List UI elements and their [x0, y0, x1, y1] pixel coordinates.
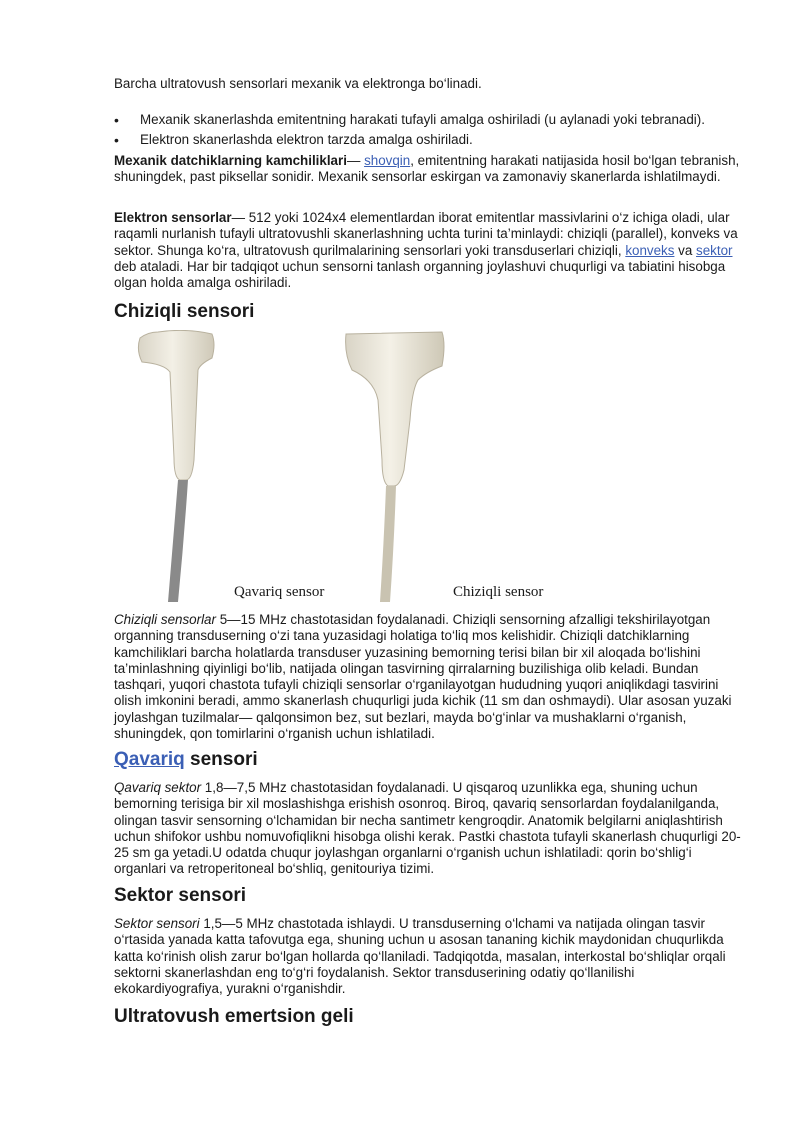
convex-sensor-text: 1,8—7,5 MHz chastotasidan foydalanadi. U qisqaroq uzunlikka ega, shuning uchun bemorning terisiga bir xil moslashishga erishish osonroq. Biroq, qavariq sensorlardan foydalanilganda, olingan tasvir sensorning o‘lchamidan bir necha santimetr kengroqdir. Anatomik belgilarni aniqlashtirish uchun shifokor ushbu nomuvofiqlikni hisobga olishi kerak. Pastki chastota tufayli skanerlash chuqurligi 20-25 sm ga yetadi.U odatda chuqur joylashgan organlarni o‘rganish uchun ishlatiladi: qorin bo‘shlig‘i organlari va retroperitoneal bo‘shliq, genitouriya tizimi.: [114, 780, 741, 877]
convex-probe-caption: Qavariq sensor: [234, 584, 325, 600]
convex-probe-image: [134, 330, 244, 602]
sector-sensor-term: Sektor sensori: [114, 916, 200, 931]
linear-probe-caption: Chiziqli sensor: [453, 584, 544, 600]
linear-sensor-text: 5—15 MHz chastotasidan foydalanadi. Chiziqli sensorning afzalligi tekshirilayotgan organning transduserning o‘zi tana yuzasidagi holatiga to‘liq mos kelishidir. Chiziqli datchiklarning kamchiliklari barcha holatlarda transduser yuzasining bemorning terisi bilan bir xil aloqada bo‘lishini ta’minlashning qiyinligi bo‘lib, natijada olingan tasvirning qirralarning buzilishiga olib keladi. Bundan tashqari, yuqori chastota tufayli chiziqli sensorlar o‘rganilayotgan hududning yuqori aniqlikdagi tasvirini olish imkonini beradi, ammo skanerlash chuqurligi juda kichik (11 sm dan oshmaydi). Ular asosan yuzaki joylashgan tuzilmalar— qalqonsimon bez, sut bezlari, mayda bo‘g‘inlar va mushaklarni o‘rganish, shuningdek, qon tomirlarini o‘rganish uchun ishlatiladi.: [114, 612, 732, 742]
electronic-sensors-text-1: — 512 yoki 1024x4 elementlardan iborat emitentlar massivlarini o‘z ichiga oladi, ular raqamli nurlanish tufayli ultratovushli skanerlashning uchta turini ta’minlaydi: chiziqli (parallel), konveks va sektor. Shunga ko‘ra, ultratovush qurilmalarining sensorlari yoki transduserlari chiziqli,: [114, 210, 738, 258]
convex-sensor-paragraph: [114, 780, 742, 878]
sektor-link[interactable]: sektor: [696, 242, 733, 258]
electronic-sensors-text-3: deb ataladi. Har bir tadqiqot uchun sensorni tanlash organning joylashuvi chuqurligi va tabiatini hisobga olgan holda amalga oshiriladi.: [114, 258, 726, 291]
probe-photos: [114, 328, 742, 604]
linear-probe-image: [342, 330, 452, 602]
shovqin-link[interactable]: shovqin: [364, 153, 411, 168]
convex-sensor-heading: [114, 748, 258, 772]
electronic-sensors-paragraph: [114, 210, 742, 291]
sector-sensor-text: 1,5—5 MHz chastotada ishlaydi. U transduserning o‘lchami va natijada olingan tasvir o‘rtasida yanada katta tafovutga ega, shuning uchun u asosan tananing kichik maydonidan chuqurlikda katta ko‘rinish olish zarur bo‘lgan hollarda qo‘llaniladi. Tadqiqotda, masalan, interkostal bo‘shliqlar orqali sektorni skanerlashdan eng to‘g‘ri foydalanish. Sektor transduserining odatiy qo‘llanilishi ekokardiyografiya, yurakni o‘rganishdir.: [114, 916, 726, 997]
linear-sensor-heading: Chiziqli sensori: [114, 301, 255, 322]
convex-heading-rest: sensori: [184, 749, 258, 770]
mechanical-drawbacks-paragraph: [114, 153, 742, 186]
konveks-link[interactable]: konveks: [625, 242, 675, 258]
electronic-sensors-term: Elektron sensorlar: [114, 210, 232, 225]
linear-sensor-paragraph: [114, 612, 742, 742]
convex-sensor-term: Qavariq sektor: [114, 780, 202, 795]
dash-text: —: [346, 153, 365, 168]
sector-sensor-paragraph: [114, 916, 742, 997]
linear-sensor-term: Chiziqli sensorlar: [114, 612, 216, 627]
sector-sensor-heading: Sektor sensori: [114, 885, 246, 906]
qavariq-link[interactable]: Qavariq: [114, 749, 185, 770]
list-item: • Mexanik skanerlashda emitentning harakati tufayli amalga oshiriladi (u aylanadi yoki tebranadi).: [114, 110, 754, 130]
mechanical-drawbacks-term: Mexanik datchiklarning kamchiliklari: [114, 153, 347, 168]
scan-types-list: [114, 110, 754, 150]
immersion-gel-heading: Ultratovush emertsion geli: [114, 1006, 354, 1027]
electronic-sensors-text-2: va: [674, 242, 697, 258]
list-item: • Elektron skanerlashda elektron tarzda amalga oshiriladi.: [114, 130, 754, 150]
intro-paragraph: Barcha ultratovush sensorlari mexanik va elektronga bo‘linadi.: [114, 76, 482, 91]
mechanical-drawbacks-text: , emitentning harakati natijasida hosil bo‘lgan tebranish, shuningdek, past piksellar sonidir. Mexanik sensorlar eskirgan va zamonaviy skanerlarda ishlatilmaydi.: [114, 153, 740, 185]
